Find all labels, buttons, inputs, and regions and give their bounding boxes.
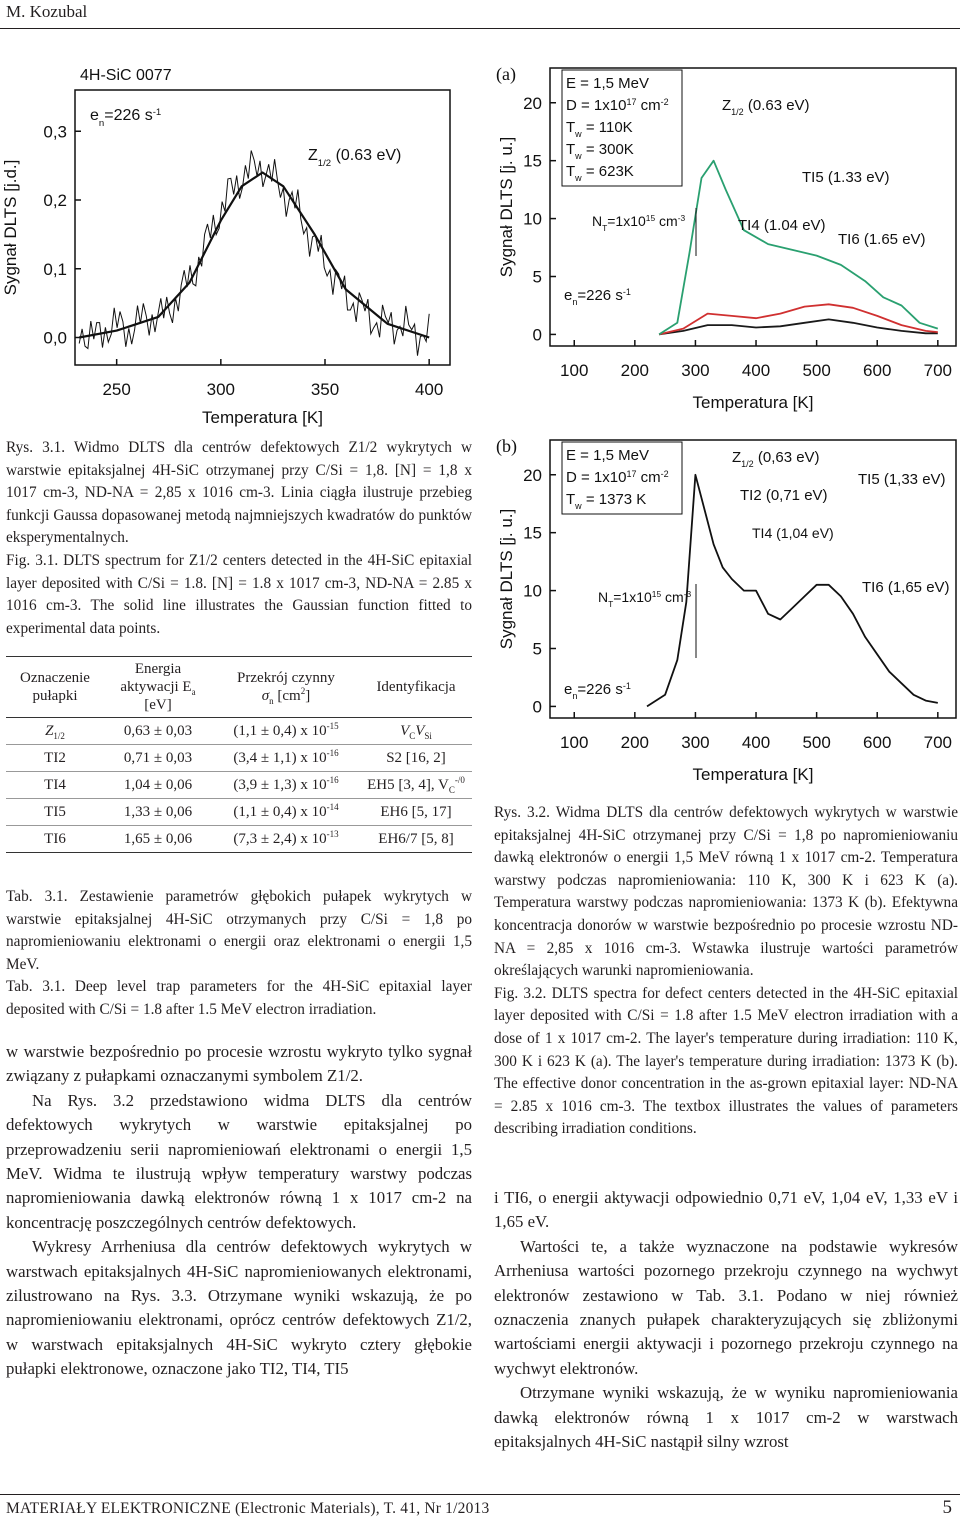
rate-label-b-part: -1 [622,681,631,691]
y-tick-label: 10 [523,581,542,601]
peak-label-ti6: TI6 (1.65 eV) [838,231,926,248]
fig31-chart [0,60,480,430]
y-axis-label: Sygnał DLTS [j.d.] [1,159,20,296]
rate-label-b [564,681,631,701]
legend-dose-part: -2 [660,469,669,479]
body-left-p2: Na Rys. 3.2 przedstawiono widma DLTS dla centrów defektowych wykrytych w warstwie epitaksjalnej po przeprowadzeniu serii napromieniowań elektronami o energii 1,5 MeV. Widma te ilustrują wpływ temperatury warstwy podczas napromieniowania dawką elektronów równą 1 x 1017 cm-2 na koncentrację poszczególnych centrów defektowych. [6,1090,472,1232]
body-right [494,1186,958,1454]
legend-dose-part: 17 [626,469,637,479]
cell-trap: TI6 [6,826,104,853]
nt-label-a-part: T [602,223,608,233]
table-row [6,826,472,853]
rate-label-a-part: =226 s [577,287,623,304]
y-tick-label: 0,2 [43,191,67,210]
page-number: 5 [942,1497,952,1518]
peak-label-z12-part: Z [722,97,732,114]
caption-table-pl: Tab. 3.1. Zestawienie parametrów głębokich pułapek wykrytych w warstwie epitaksjalnej 4H-SiC otrzymanych przy C/Si = 1,8 po napromieniowaniu elektronami o energii oraz elektronami o energii 1,5 MeV. [6,888,472,973]
trap-table-wrap [6,656,472,853]
body-left-p3: Wykresy Arrheniusa dla centrów defektowych wykrytych w warstwach epitaksjalnych 4H-SiC napromieniowanych elektronami, zilustrowano na Rys. 3.3. Otrzymane wyniki wskazują, że po napromieniowaniu elektronami, oprócz centrów defektowych Z1/2, w warstwach epitaksjalnych 4H-SiC wykryto cztery głębokie pułapki elektronowe, oznaczone jako TI2, TI4, TI5 [6,1237,472,1379]
cell-identification: EH6/7 [5, 8] [360,826,472,853]
cell-cross-section: (3,9 ± 1,3) x $10^{-16}$ [212,772,360,799]
nt-label-a-part: =1x10 [607,213,646,229]
legend-temperature-part: = 300K [581,141,634,158]
rate-label-a-part: n [572,297,578,307]
x-tick-label: 500 [802,361,831,380]
caption-fig32 [494,802,958,1141]
panel-label: (b) [496,436,517,456]
nt-label-a [592,213,685,233]
header-identification: Identyfikacja [360,657,472,718]
peak-label-z12 [722,97,810,117]
nt-label-b-part: 15 [651,589,662,599]
nt-label-b-part: T [608,599,614,609]
table-row [6,718,472,745]
cell-identification: EH6 [5, 17] [360,799,472,826]
y-tick-label: 5 [532,267,542,287]
cell-trap: $Z_{1/2}$ [6,718,104,745]
y-tick-label: 0,0 [43,328,67,348]
cell-identification: $V_CV_{Si}$ [360,718,472,745]
x-tick-label: 400 [741,361,771,380]
legend-temperature-part: = 1373 K [581,491,647,508]
peak-label-z12-b-part: (0,63 eV) [753,449,820,466]
journal-footer: MATERIAŁY ELEKTRONICZNE (Electronic Materials), T. 41, Nr 1/2013 [6,1500,490,1517]
legend-dose-part: D = 1x10 [566,97,627,114]
peak-label-part: (0.63 eV) [331,147,402,164]
body-left [6,1040,472,1382]
legend-dose-part: cm [636,469,661,486]
header-trap: Oznaczenie pułapki [6,657,104,718]
chart-title: 4H-SiC 0077 [80,67,172,84]
legend-temperature-part: T [566,163,576,180]
cell-energy: 0,71 ± 0,03 [104,745,212,772]
x-tick-label: 200 [620,733,650,752]
x-tick-label: 100 [560,361,589,380]
x-tick-label: 400 [414,380,444,399]
nt-label-a-part: cm [655,213,678,229]
y-axis-label: Sygnał DLTS [j. u.] [497,508,516,650]
rate-label-b-part: n [572,691,578,701]
legend-dose [566,469,669,486]
peak-label-ti5-b: TI5 (1,33 eV) [858,471,946,488]
legend-dose-part: 17 [626,97,637,107]
running-head: M. Kozubal [6,2,88,21]
peak-label-ti5: TI5 (1.33 eV) [802,169,890,186]
x-tick-label: 700 [923,361,953,380]
cell-cross-section: (1,1 ± 0,4) x $10^{-14}$ [212,799,360,826]
legend-energy: E = 1,5 MeV [566,447,649,464]
peak-label-z12-b [732,449,820,469]
caption-fig31 [6,437,472,640]
table-row [6,745,472,772]
rate-label-a [564,287,631,307]
cell-energy: 1,33 ± 0,06 [104,799,212,826]
plot-frame [75,90,450,365]
x-tick-label: 700 [923,733,953,752]
cell-trap: TI5 [6,799,104,826]
x-tick-label: 200 [620,361,650,380]
rate-label-b-part: =226 s [577,681,623,698]
cell-cross-section: (3,4 ± 1,1) x $10^{-16}$ [212,745,360,772]
y-tick-label: 20 [523,465,542,485]
caption-table [6,886,472,1022]
nt-label-b [598,589,691,609]
nt-label-b-part: cm [661,589,684,605]
nt-label-b-part: -3 [683,589,692,599]
header-rule [0,28,960,29]
x-tick-label: 400 [741,733,771,752]
nt-label-b-part: =1x10 [613,589,652,605]
y-tick-label: 0,3 [43,122,67,142]
legend-temperature-part: T [566,119,576,136]
legend-dose-part: D = 1x10 [566,469,627,486]
cell-cross-section: (7,3 ± 2,4) x $10^{-13}$ [212,826,360,853]
cell-energy: 1,65 ± 0,06 [104,826,212,853]
peak-label-z12-part: (0.63 eV) [743,97,810,114]
legend-temperature-part: = 623K [581,163,634,180]
legend-temperature-part: T [566,141,576,158]
x-axis-label: Temperatura [K] [202,408,323,427]
x-tick-label: 350 [310,380,340,399]
caption-table-en: Tab. 3.1. Deep level trap parameters for the 4H-SiC epitaxial layer deposited with C/Si = 1.8 after 1.5 MeV electron irradiation. [6,978,472,1018]
peak-label-z12-b-part: 1/2 [741,459,754,469]
gaussian-fit [79,173,429,338]
caption-fig31-pl: Rys. 3.1. Widmo DLTS dla centrów defektowych Z1/2 wykrytych w warstwie epitaksjalnej 4H-SiC otrzymanej przy C/Si = 1,8. [N] = 1,8 x 1017 cm-3, ND-NA = 2,85 x 1016 cm-3. Linia ciągła ilustruje przebieg funkcji Gaussa dopasowanej metodą najmniejszych kwadratów do punktów eksperymentalnych. [6,439,472,547]
legend-dose-part: -2 [660,97,669,107]
nt-label-a-part: 15 [645,213,656,223]
x-tick-label: 100 [560,733,589,752]
x-tick-label: 600 [863,361,892,380]
cell-energy: 1,04 ± 0,06 [104,772,212,799]
rate-label [90,107,161,129]
peak-label-ti4: TI4 (1.04 eV) [738,217,826,234]
y-tick-label: 10 [523,209,542,229]
peak-label-z12-part: 1/2 [731,107,744,117]
body-right-p3: Otrzymane wyniki wskazują, że w wyniku napromieniowania dawką elektronów równą 1 x 1017 cm-2 w warstwach epitaksjalnych 4H-SiC nastąpił silny wzrost [494,1383,958,1452]
table-row [6,772,472,799]
y-axis-label: Sygnał DLTS [j. u.] [497,136,516,278]
nt-label-a-part: -3 [677,213,686,223]
rate-label-b-part: e [564,681,573,698]
rate-label-part: -1 [152,106,162,118]
peak-label-part: 1/2 [317,157,332,169]
x-tick-label: 500 [802,733,831,752]
x-tick-label: 300 [681,733,710,752]
x-axis-label: Temperatura [K] [692,393,814,412]
y-tick-label: 5 [532,639,542,659]
peak-label-ti6-b: TI6 (1,65 eV) [862,579,950,596]
peak-label-ti4-b: TI4 (1,04 eV) [752,525,834,541]
x-tick-label: 300 [206,380,236,399]
fig32-chart [486,58,960,798]
legend-energy: E = 1,5 MeV [566,75,649,92]
rate-label-a-part: e [564,287,573,304]
nt-label-b-part: N [598,589,609,605]
nt-label-a-part: N [592,213,603,229]
peak-label [308,147,401,169]
body-right-p2: Wartości te, a także wyznaczone na podstawie wykresów Arrheniusa wartości pozornego przekroju czynnego na wychwyt elektronów zestawiono w Tab. 3.1. Podano w niej również oznaczenia znanych pułapek charakteryzujących się zbliżonymi wartościami energii aktywacji i pozornego przekroju czynnego na wychwyt elektronów. [494,1236,958,1378]
cell-trap: TI4 [6,772,104,799]
x-tick-label: 300 [681,361,710,380]
cell-trap: TI2 [6,745,104,772]
x-tick-label: 250 [102,380,131,399]
y-tick-label: 0,1 [43,259,67,279]
legend-dose [566,97,669,114]
y-tick-label: 0 [532,697,542,717]
rate-label-part: =226 s [104,107,153,124]
table-row [6,799,472,826]
rate-label-a-part: -1 [622,287,631,297]
body-left-p1: w warstwie bezpośrednio po procesie wzrostu wykryto tylko sygnał związany z pułapkami oznaczanymi symbolem Z1/2. [6,1042,472,1086]
series-line [659,319,938,334]
y-tick-label: 0 [532,325,542,345]
peak-label-ti2: TI2 (0,71 eV) [740,487,828,504]
cell-identification: EH5 [3, 4], $V_C^{-/0}$ [360,772,472,799]
rate-label-part: e [90,107,99,124]
panel-label: (a) [496,64,516,84]
cell-identification: S2 [16, 2] [360,745,472,772]
y-tick-label: 15 [523,523,542,543]
legend-temperature-part: w [575,501,582,511]
caption-fig31-en: Fig. 3.1. DLTS spectrum for Z1/2 centers detected in the 4H-SiC epitaxial layer deposited with C/Si = 1.8. [N] = 1.8 x 1017 cm-3, ND-NA = 2.85 x 1016 cm-3. The solid line illustrates the Gaussian function fitted to experimental data points. [6,551,472,637]
peak-label-part: Z [308,147,318,164]
legend-dose-part: cm [636,97,661,114]
footer-rule [0,1494,960,1495]
cell-cross-section: (1,1 ± 0,4) x $10^{-15}$ [212,718,360,745]
rate-label-part: n [98,117,105,129]
y-tick-label: 15 [523,151,542,171]
trap-parameters-table [6,656,472,853]
y-tick-label: 20 [523,93,542,113]
cell-energy: 0,63 ± 0,03 [104,718,212,745]
legend-temperature-part: = 110K [581,119,633,136]
legend-temperature-part: T [566,491,576,508]
header-energy: Energia aktywacji $E_a$ [eV] [104,657,212,718]
legend-temperature-part: w [575,151,582,161]
x-tick-label: 600 [863,733,892,752]
legend-temperature-part: w [575,173,582,183]
legend-temperature-part: w [575,129,582,139]
body-right-p1: i TI6, o energii aktywacji odpowiednio 0,71 eV, 1,04 eV, 1,33 eV i 1,65 eV. [494,1188,958,1232]
caption-fig32-pl: Rys. 3.2. Widma DLTS dla centrów defektowych wykrytych w warstwie epitaksjalnej 4H-SiC otrzymanej przy C/Si = 1,8 po napromieniowaniu dawką elektronów o energii 1,5 MeV równą 1 x 1017 cm-2. Temperatura warstwy podczas napromieniowania: 110 K, 300 K i 623 K (a). Temperatura warstwy podczas napromieniowania: 1373 K (b). Efektywna koncentracja donorów w warstwie bezpośrednio po procesie wzrostu ND-NA = 2,85 x 1016 cm-3. Wstawka ilustruje wartości parametrów określających warunki napromieniowania. [494,804,958,980]
caption-fig32-en: Fig. 3.2. DLTS spectra for defect centers detected in the 4H-SiC epitaxial layer deposited with C/Si = 1.8 after 1.5 MeV electron irradiation with a dose of 1 x 1017 cm-2. The layer's temperature during irradiation: 110 K, 300 K i 623 K (a). The layer's temperature during irradiation: 1373 K (b). The effective donor concentration in the as-grown epitaxial layer: ND-NA = 2.85 x 1016 cm-3. The textbox illustrates the values of parameters describing irradiation conditions. [494,984,958,1138]
header-cross-section: Przekrój czynny $\sigma_n$ $[cm^2]$ [212,657,360,718]
peak-label-z12-b-part: Z [732,449,742,466]
table-header-row [6,657,472,718]
x-axis-label: Temperatura [K] [692,765,814,784]
